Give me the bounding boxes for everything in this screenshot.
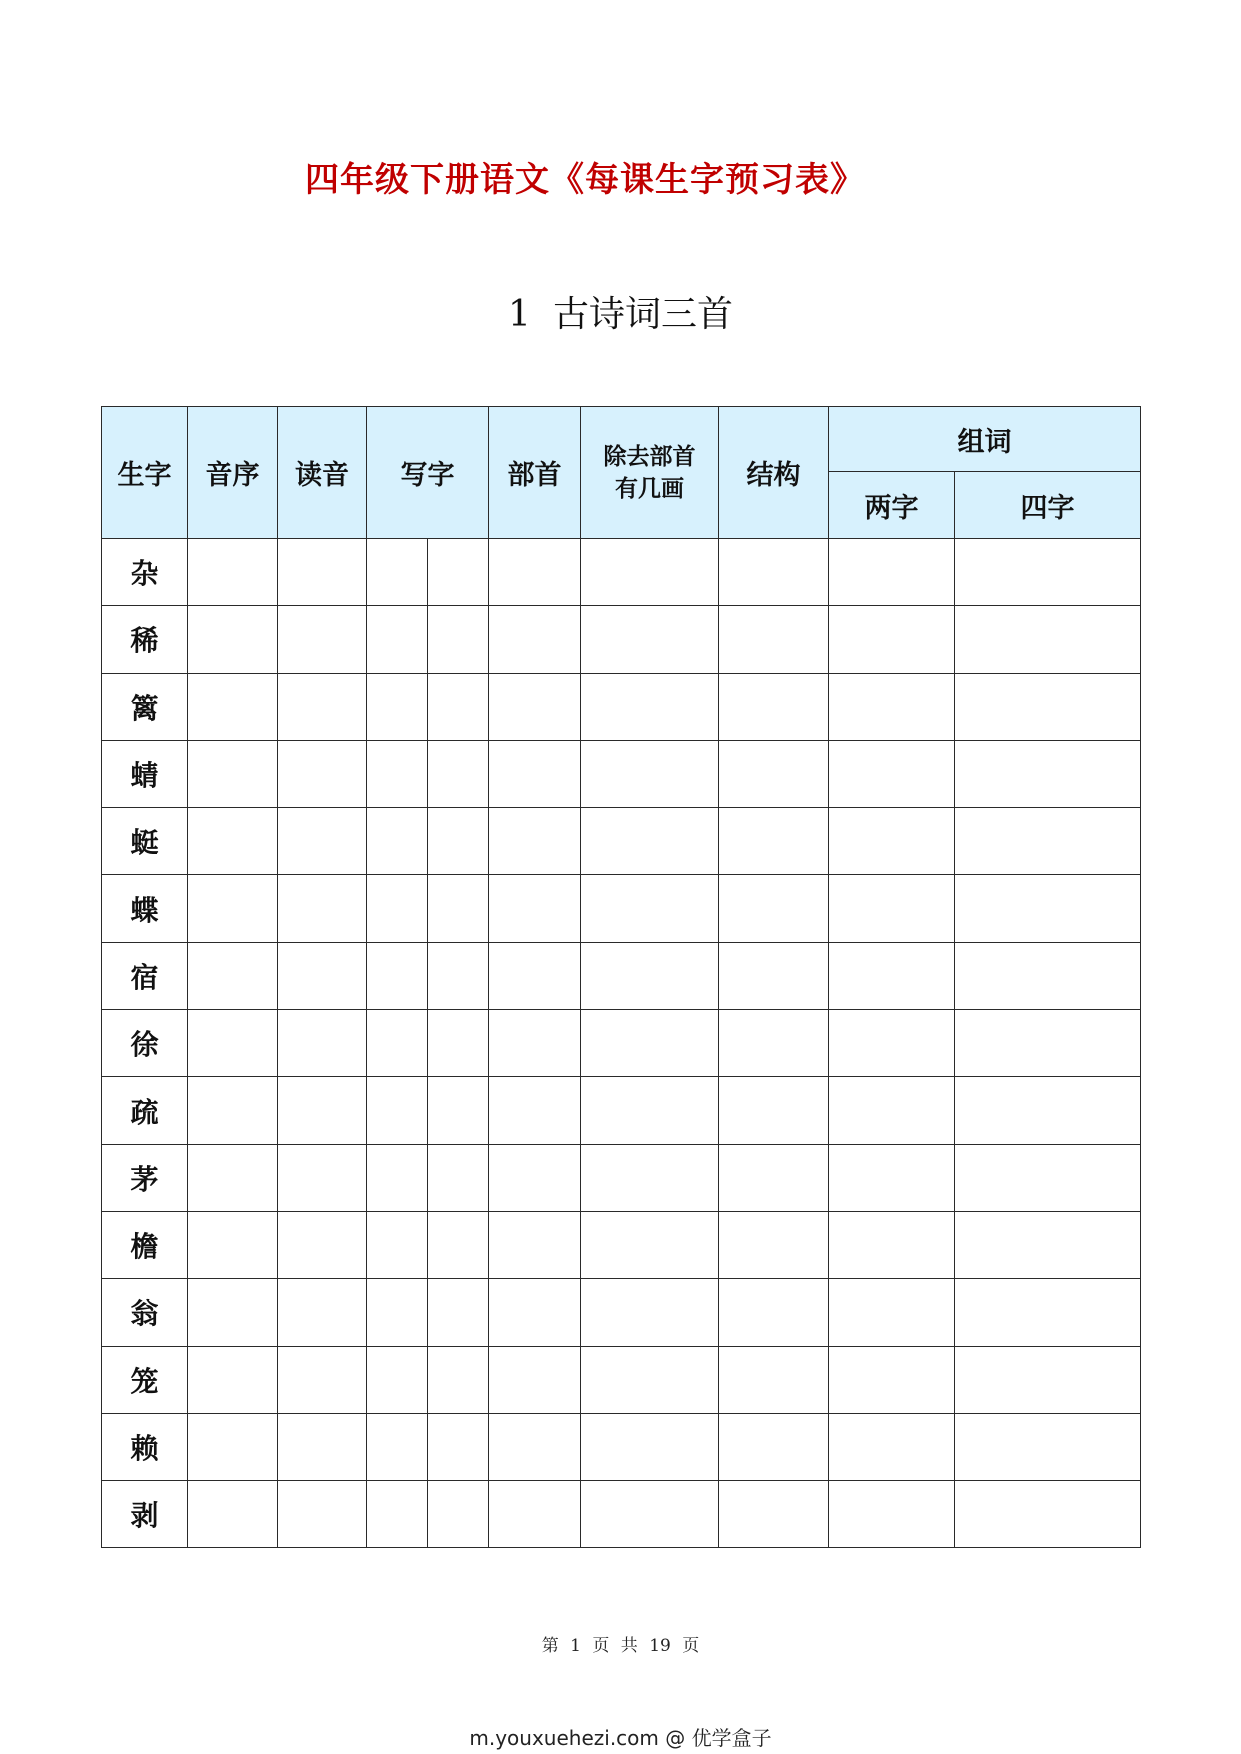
writing-cell-1[interactable]: [367, 1481, 428, 1548]
four-char-words-cell[interactable]: [955, 1279, 1141, 1346]
index-order-cell[interactable]: [188, 1211, 278, 1278]
two-char-words-cell[interactable]: [829, 1144, 955, 1211]
two-char-words-cell[interactable]: [829, 875, 955, 942]
writing-cell-2[interactable]: [428, 808, 489, 875]
structure-cell[interactable]: [719, 1211, 829, 1278]
pronunciation-cell[interactable]: [278, 808, 367, 875]
structure-cell[interactable]: [719, 1144, 829, 1211]
two-char-words-cell[interactable]: [829, 1077, 955, 1144]
table-body: [102, 539, 1141, 1548]
writing-cell-2[interactable]: [428, 875, 489, 942]
table-row: [102, 539, 1141, 606]
four-char-words-cell[interactable]: [955, 539, 1141, 606]
table-row: [102, 1077, 1141, 1144]
structure-cell[interactable]: [719, 539, 829, 606]
writing-cell-1[interactable]: [367, 606, 428, 673]
two-char-words-cell[interactable]: [829, 539, 955, 606]
character-cell: 剥: [102, 1481, 188, 1548]
table-row: [102, 942, 1141, 1009]
table-row: [102, 1413, 1141, 1480]
radical-cell[interactable]: [489, 808, 581, 875]
two-char-words-cell[interactable]: [829, 942, 955, 1009]
writing-cell-1[interactable]: [367, 740, 428, 807]
four-char-words-cell[interactable]: [955, 1211, 1141, 1278]
stroke-count-cell[interactable]: [581, 875, 719, 942]
stroke-count-cell[interactable]: [581, 942, 719, 1009]
two-char-words-cell[interactable]: [829, 673, 955, 740]
writing-cell-1[interactable]: [367, 1077, 428, 1144]
character-cell: 蜻: [102, 740, 188, 807]
character-cell: 宿: [102, 942, 188, 1009]
index-order-cell[interactable]: [188, 740, 278, 807]
stroke-count-cell[interactable]: [581, 1010, 719, 1077]
header-structure: 结构: [719, 407, 829, 539]
character-cell: 篱: [102, 673, 188, 740]
two-char-words-cell[interactable]: [829, 1346, 955, 1413]
pronunciation-cell[interactable]: [278, 1010, 367, 1077]
table-row: [102, 1346, 1141, 1413]
character-cell: 茅: [102, 1144, 188, 1211]
pronunciation-cell[interactable]: [278, 1346, 367, 1413]
writing-cell-1[interactable]: [367, 942, 428, 1009]
footer-site: m.youxuehezi.com @ 优学盒子: [469, 1726, 772, 1750]
header-four-char-words: 四字: [955, 472, 1141, 539]
writing-cell-2[interactable]: [428, 1211, 489, 1278]
radical-cell[interactable]: [489, 875, 581, 942]
character-cell: 徐: [102, 1010, 188, 1077]
header-two-char-words: 两字: [829, 472, 955, 539]
index-order-cell[interactable]: [188, 606, 278, 673]
structure-cell[interactable]: [719, 1481, 829, 1548]
writing-cell-2[interactable]: [428, 1010, 489, 1077]
stroke-count-cell[interactable]: [581, 673, 719, 740]
structure-cell[interactable]: [719, 1346, 829, 1413]
index-order-cell[interactable]: [188, 539, 278, 606]
character-cell: 赖: [102, 1413, 188, 1480]
radical-cell[interactable]: [489, 1010, 581, 1077]
writing-cell-2[interactable]: [428, 1481, 489, 1548]
writing-cell-1[interactable]: [367, 1144, 428, 1211]
character-cell: 稀: [102, 606, 188, 673]
table-row: [102, 740, 1141, 807]
four-char-words-cell[interactable]: [955, 1346, 1141, 1413]
header-radical: 部首: [489, 407, 581, 539]
character-cell: 笼: [102, 1346, 188, 1413]
header-stroke-count-line1: 除去部首: [603, 443, 696, 470]
four-char-words-cell[interactable]: [955, 1010, 1141, 1077]
two-char-words-cell[interactable]: [829, 606, 955, 673]
four-char-words-cell[interactable]: [955, 875, 1141, 942]
character-cell: 疏: [102, 1077, 188, 1144]
stroke-count-cell[interactable]: [581, 1279, 719, 1346]
writing-cell-2[interactable]: [428, 740, 489, 807]
pronunciation-cell[interactable]: [278, 1279, 367, 1346]
pronunciation-cell[interactable]: [278, 539, 367, 606]
lesson-heading: [0, 286, 1241, 337]
index-order-cell[interactable]: [188, 808, 278, 875]
pronunciation-cell[interactable]: [278, 673, 367, 740]
two-char-words-cell[interactable]: [829, 808, 955, 875]
table-row: [102, 875, 1141, 942]
table-row: [102, 1481, 1141, 1548]
stroke-count-cell[interactable]: [581, 1481, 719, 1548]
character-cell: 檐: [102, 1211, 188, 1278]
pronunciation-cell[interactable]: [278, 1077, 367, 1144]
structure-cell[interactable]: [719, 1279, 829, 1346]
index-order-cell[interactable]: [188, 1010, 278, 1077]
radical-cell[interactable]: [489, 1144, 581, 1211]
pronunciation-cell[interactable]: [278, 740, 367, 807]
writing-cell-2[interactable]: [428, 942, 489, 1009]
two-char-words-cell[interactable]: [829, 740, 955, 807]
writing-cell-2[interactable]: [428, 1346, 489, 1413]
table-row: [102, 1144, 1141, 1211]
writing-cell-1[interactable]: [367, 1413, 428, 1480]
index-order-cell[interactable]: [188, 1346, 278, 1413]
lesson-number: 1: [508, 294, 531, 335]
two-char-words-cell[interactable]: [829, 1211, 955, 1278]
radical-cell[interactable]: [489, 1346, 581, 1413]
structure-cell[interactable]: [719, 1010, 829, 1077]
header-stroke-count: [581, 407, 719, 539]
radical-cell[interactable]: [489, 1211, 581, 1278]
four-char-words-cell[interactable]: [955, 740, 1141, 807]
index-order-cell[interactable]: [188, 1144, 278, 1211]
radical-cell[interactable]: [489, 1413, 581, 1480]
stroke-count-cell[interactable]: [581, 1144, 719, 1211]
table-row: [102, 673, 1141, 740]
stroke-count-cell[interactable]: [581, 808, 719, 875]
header-stroke-count-line2: 有几画: [615, 475, 684, 502]
stroke-count-cell[interactable]: [581, 539, 719, 606]
stroke-count-cell[interactable]: [581, 1211, 719, 1278]
writing-cell-1[interactable]: [367, 539, 428, 606]
radical-cell[interactable]: [489, 1481, 581, 1548]
document-title: 四年级下册语文《每课生字预习表》: [305, 160, 865, 200]
pronunciation-cell[interactable]: [278, 1211, 367, 1278]
structure-cell[interactable]: [719, 606, 829, 673]
pronunciation-cell[interactable]: [278, 1481, 367, 1548]
writing-cell-1[interactable]: [367, 1279, 428, 1346]
table-row: [102, 808, 1141, 875]
stroke-count-cell[interactable]: [581, 1077, 719, 1144]
index-order-cell[interactable]: [188, 1077, 278, 1144]
page-number: 第 1 页 共 19 页: [541, 1636, 700, 1656]
two-char-words-cell[interactable]: [829, 1279, 955, 1346]
table-row: [102, 1279, 1141, 1346]
four-char-words-cell[interactable]: [955, 673, 1141, 740]
stroke-count-cell[interactable]: [581, 606, 719, 673]
writing-cell-1[interactable]: [367, 808, 428, 875]
radical-cell[interactable]: [489, 942, 581, 1009]
writing-cell-1[interactable]: [367, 1010, 428, 1077]
four-char-words-cell[interactable]: [955, 1144, 1141, 1211]
character-cell: 杂: [102, 539, 188, 606]
stroke-count-cell[interactable]: [581, 740, 719, 807]
header-writing: 写字: [367, 407, 489, 539]
index-order-cell[interactable]: [188, 673, 278, 740]
pronunciation-cell[interactable]: [278, 875, 367, 942]
writing-cell-1[interactable]: [367, 673, 428, 740]
header-pronunciation: 读音: [278, 407, 367, 539]
header-word-group: 组词: [829, 407, 1141, 472]
writing-cell-2[interactable]: [428, 539, 489, 606]
four-char-words-cell[interactable]: [955, 1413, 1141, 1480]
structure-cell[interactable]: [719, 1413, 829, 1480]
radical-cell[interactable]: [489, 606, 581, 673]
writing-cell-2[interactable]: [428, 1077, 489, 1144]
writing-cell-1[interactable]: [367, 875, 428, 942]
table-row: [102, 1010, 1141, 1077]
character-cell: 翁: [102, 1279, 188, 1346]
four-char-words-cell[interactable]: [955, 1077, 1141, 1144]
pronunciation-cell[interactable]: [278, 606, 367, 673]
pronunciation-cell[interactable]: [278, 1413, 367, 1480]
index-order-cell[interactable]: [188, 1481, 278, 1548]
character-cell: 蜓: [102, 808, 188, 875]
table-row: [102, 606, 1141, 673]
writing-cell-1[interactable]: [367, 1211, 428, 1278]
writing-cell-2[interactable]: [428, 1279, 489, 1346]
writing-cell-2[interactable]: [428, 606, 489, 673]
two-char-words-cell[interactable]: [829, 1010, 955, 1077]
stroke-count-cell[interactable]: [581, 1346, 719, 1413]
header-index-order: 音序: [188, 407, 278, 539]
writing-cell-2[interactable]: [428, 1413, 489, 1480]
radical-cell[interactable]: [489, 673, 581, 740]
structure-cell[interactable]: [719, 1077, 829, 1144]
radical-cell[interactable]: [489, 1077, 581, 1144]
two-char-words-cell[interactable]: [829, 1413, 955, 1480]
radical-cell[interactable]: [489, 740, 581, 807]
structure-cell[interactable]: [719, 673, 829, 740]
header-character: 生字: [102, 407, 188, 539]
stroke-count-cell[interactable]: [581, 1413, 719, 1480]
writing-cell-2[interactable]: [428, 673, 489, 740]
writing-cell-1[interactable]: [367, 1346, 428, 1413]
structure-cell[interactable]: [719, 875, 829, 942]
index-order-cell[interactable]: [188, 1413, 278, 1480]
four-char-words-cell[interactable]: [955, 606, 1141, 673]
two-char-words-cell[interactable]: [829, 1481, 955, 1548]
index-order-cell[interactable]: [188, 875, 278, 942]
radical-cell[interactable]: [489, 539, 581, 606]
index-order-cell[interactable]: [188, 1279, 278, 1346]
four-char-words-cell[interactable]: [955, 942, 1141, 1009]
lesson-title: 古诗词三首: [552, 294, 733, 335]
character-preview-table: [101, 406, 1141, 1548]
character-cell: 蝶: [102, 875, 188, 942]
index-order-cell[interactable]: [188, 942, 278, 1009]
writing-cell-2[interactable]: [428, 1144, 489, 1211]
radical-cell[interactable]: [489, 1279, 581, 1346]
pronunciation-cell[interactable]: [278, 1144, 367, 1211]
four-char-words-cell[interactable]: [955, 808, 1141, 875]
four-char-words-cell[interactable]: [955, 1481, 1141, 1548]
structure-cell[interactable]: [719, 740, 829, 807]
table-row: [102, 1211, 1141, 1278]
structure-cell[interactable]: [719, 942, 829, 1009]
pronunciation-cell[interactable]: [278, 942, 367, 1009]
structure-cell[interactable]: [719, 808, 829, 875]
